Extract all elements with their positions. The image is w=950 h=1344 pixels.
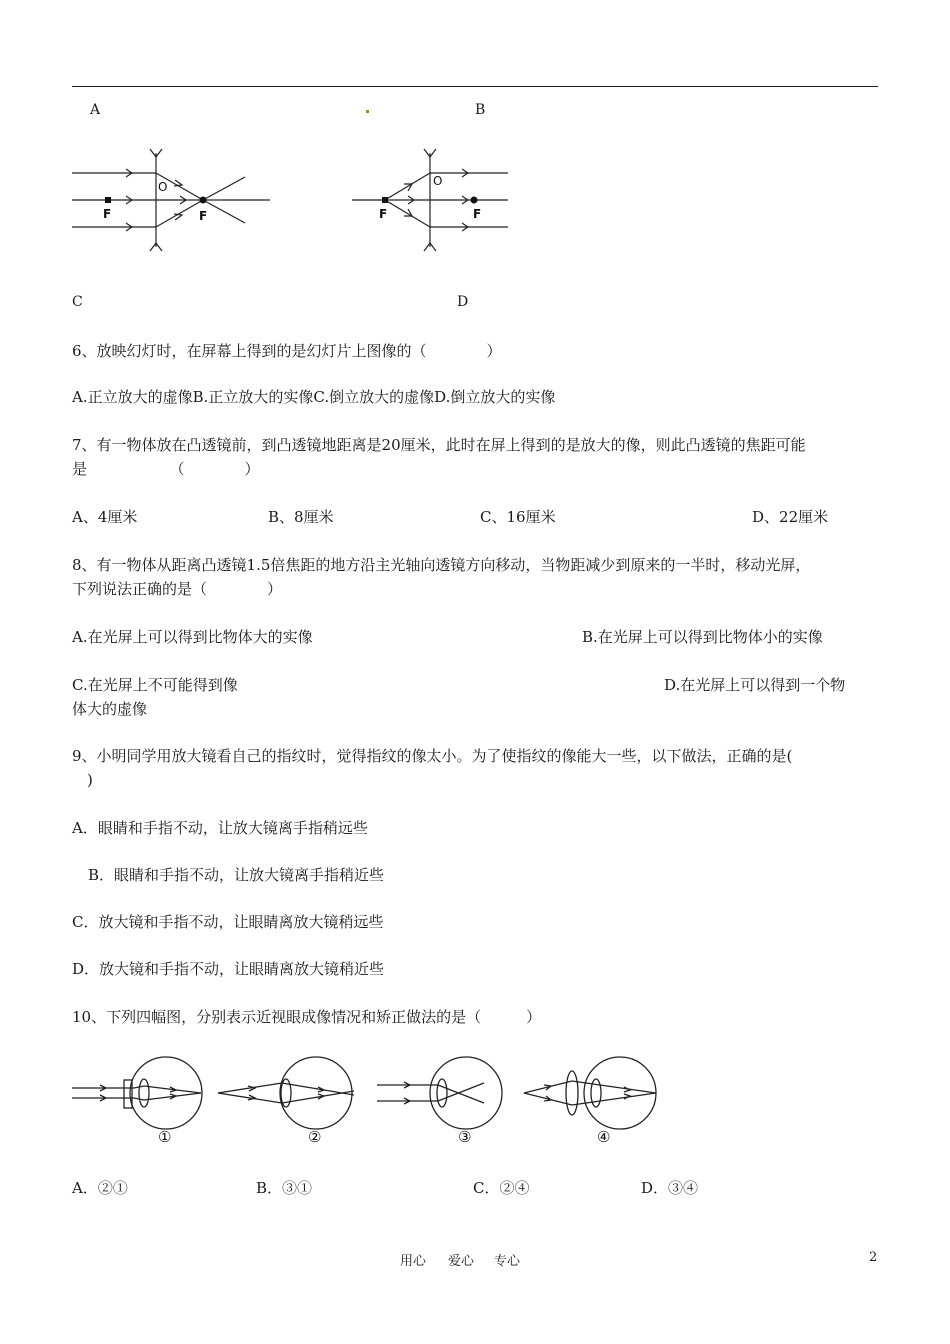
header-rule: [72, 86, 878, 87]
option-label-d: D: [457, 294, 469, 310]
q10-option-d: D．③④: [641, 1179, 699, 1197]
figure-label-3: ③: [458, 1128, 472, 1146]
q8-option-b: B.在光屏上可以得到比物体小的实像: [582, 628, 823, 646]
q8-option-a: A.在光屏上可以得到比物体大的实像: [72, 628, 313, 646]
page-number: 2: [869, 1250, 878, 1265]
focus-label: F: [103, 207, 112, 221]
q9-stem: ): [72, 771, 93, 789]
footer-slogan: 爱心: [448, 1254, 475, 1269]
eye-figure-2: [218, 1057, 354, 1129]
focal-point-marker: [382, 197, 388, 203]
optical-center-label: O: [158, 180, 168, 194]
footer-slogan: 专心: [494, 1254, 521, 1269]
eye-figures: [72, 1050, 658, 1150]
q6-options: A.正立放大的虚像B.正立放大的实像C.倒立放大的虚像D.倒立放大的实像: [72, 388, 556, 406]
q7-stem: 7、有一物体放在凸透镜前，到凸透镜地距离是20厘米，此时在屏上得到的是放大的像，则此凸透镜的焦距可能: [72, 436, 806, 454]
q10-option-c: C．②④: [473, 1179, 530, 1197]
q9-stem: 9、小明同学用放大镜看自己的指纹时，觉得指纹的像太小。为了使指纹的像能大一些，以下做法，正确的是(: [72, 747, 793, 765]
q10-option-b: B．③①: [256, 1179, 313, 1197]
focal-point-marker: [471, 197, 478, 204]
q7-option-b: B、8厘米: [268, 508, 334, 526]
option-label-c: C: [72, 294, 83, 310]
q9-option-a: A．眼睛和手指不动，让放大镜离手指稍远些: [72, 819, 368, 837]
option-label-b: B: [475, 102, 486, 118]
q7-option-c: C、16厘米: [480, 508, 556, 526]
option-label-a: A: [90, 102, 101, 118]
footer-slogan: 用心: [400, 1254, 427, 1269]
q7-option-a: A、4厘米: [72, 508, 138, 526]
focal-point-marker: [105, 197, 111, 203]
optical-center-label: O: [433, 174, 443, 188]
figure-label-1: ①: [158, 1128, 172, 1146]
q8-stem: 下列说法正确的是（ ）: [72, 580, 283, 598]
q8-option-c: C.在光屏上不可能得到像: [72, 676, 238, 694]
focal-point-marker: [200, 197, 207, 204]
q8-option-d: 体大的虚像: [72, 700, 148, 718]
focus-label: F: [199, 209, 208, 223]
focus-label: F: [473, 207, 482, 221]
eye-figure-3: [377, 1057, 502, 1129]
lens-diagram-d: [352, 145, 512, 255]
focus-label: F: [379, 207, 388, 221]
figure-label-4: ④: [597, 1128, 611, 1146]
q8-option-d: D.在光屏上可以得到一个物: [664, 676, 846, 694]
lens-diagram-c: [70, 145, 270, 255]
q9-option-d: D．放大镜和手指不动，让眼睛离放大镜稍近些: [72, 960, 385, 978]
q7-option-d: D、22厘米: [752, 508, 829, 526]
eye-figure-4: [524, 1057, 656, 1129]
q9-option-c: C．放大镜和手指不动，让眼睛离放大镜稍远些: [72, 913, 384, 931]
q8-stem: 8、有一物体从距离凸透镜1.5倍焦距的地方沿主光轴向透镜方向移动，当物距减少到原来的一半时，移动光屏，: [72, 556, 811, 574]
eye-figure-1: [72, 1057, 202, 1129]
q7-stem: 是 （ ）: [72, 460, 260, 478]
q10-option-a: A．②①: [72, 1179, 128, 1197]
stray-mark: [366, 110, 369, 113]
q6-stem: 6、放映幻灯时，在屏幕上得到的是幻灯片上图像的（ ）: [72, 342, 502, 360]
q10-stem: 10、下列四幅图，分别表示近视眼成像情况和矫正做法的是（ ）: [72, 1008, 542, 1026]
figure-label-2: ②: [308, 1128, 322, 1146]
q9-option-b: B．眼睛和手指不动，让放大镜离手指稍近些: [88, 866, 385, 884]
